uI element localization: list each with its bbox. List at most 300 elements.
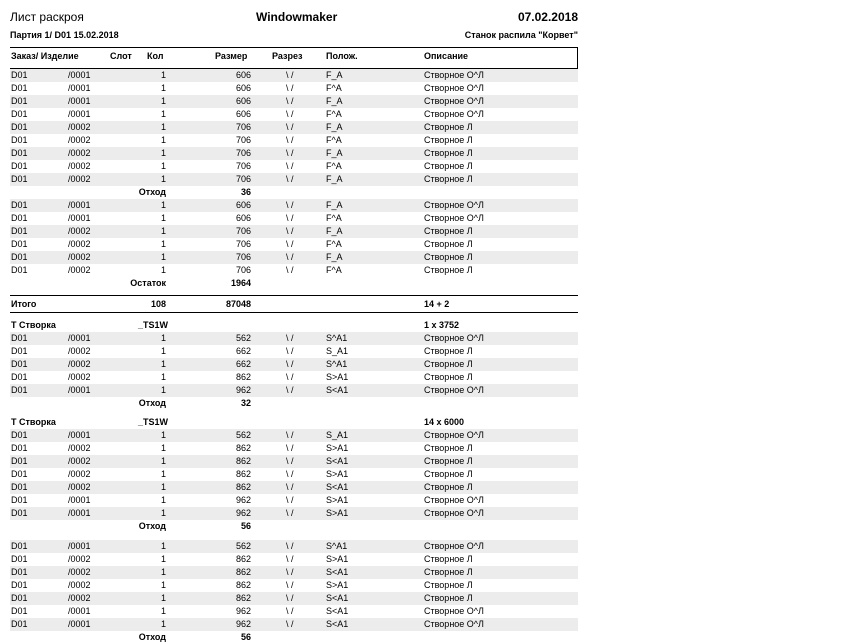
group-header xyxy=(10,414,578,429)
row-description: Створное Л xyxy=(424,226,473,236)
row-qty: 1 xyxy=(160,174,166,184)
row-product: /0002 xyxy=(68,443,91,453)
row-product: /0002 xyxy=(68,359,91,369)
row-description: Створное Л xyxy=(424,482,473,492)
table-row xyxy=(10,605,578,618)
row-cut: \ / xyxy=(286,161,294,171)
row-order: D01 xyxy=(11,385,28,395)
row-order: D01 xyxy=(11,359,28,369)
row-product: /0001 xyxy=(68,109,91,119)
row-cut: \ / xyxy=(286,430,294,440)
row-cut: \ / xyxy=(286,96,294,106)
row-size: 862 xyxy=(235,567,251,577)
row-qty: 1 xyxy=(160,122,166,132)
col-cut: Разрез xyxy=(272,51,303,61)
row-position: F^A xyxy=(326,83,342,93)
row-product: /0002 xyxy=(68,135,91,145)
row-cut: \ / xyxy=(286,606,294,616)
row-product: /0001 xyxy=(68,83,91,93)
row-position: F_A xyxy=(326,70,343,80)
row-description: Створное О^Л xyxy=(424,619,484,629)
row-size: 562 xyxy=(235,333,251,343)
row-qty: 1 xyxy=(160,200,166,210)
row-position: S>A1 xyxy=(326,443,349,453)
row-order: D01 xyxy=(11,495,28,505)
row-cut: \ / xyxy=(286,226,294,236)
row-description: Створное О^Л xyxy=(424,541,484,551)
row-cut: \ / xyxy=(286,482,294,492)
row-order: D01 xyxy=(11,372,28,382)
row-description: Створное О^Л xyxy=(424,495,484,505)
table-row xyxy=(10,121,578,134)
waste-row xyxy=(10,520,578,533)
table-row xyxy=(10,199,578,212)
waste-value: 56 xyxy=(240,632,251,642)
row-qty: 1 xyxy=(160,333,166,343)
row-order: D01 xyxy=(11,606,28,616)
row-position: S<A1 xyxy=(326,619,349,629)
row-description: Створное Л xyxy=(424,469,473,479)
row-qty: 1 xyxy=(160,554,166,564)
row-cut: \ / xyxy=(286,83,294,93)
row-qty: 1 xyxy=(160,213,166,223)
rest-value: 1964 xyxy=(230,278,251,288)
row-description: Створное О^Л xyxy=(424,606,484,616)
table-row xyxy=(10,442,578,455)
row-product: /0002 xyxy=(68,482,91,492)
row-qty: 1 xyxy=(160,346,166,356)
bar-rows xyxy=(10,69,578,186)
table-row xyxy=(10,494,578,507)
row-qty: 1 xyxy=(160,593,166,603)
row-size: 962 xyxy=(235,619,251,629)
row-size: 606 xyxy=(235,200,251,210)
group-profile: _TS1W xyxy=(138,320,169,330)
row-order: D01 xyxy=(11,430,28,440)
waste-row xyxy=(10,397,578,410)
row-qty: 1 xyxy=(160,580,166,590)
row-description: Створное О^Л xyxy=(424,385,484,395)
row-size: 962 xyxy=(235,385,251,395)
table-row xyxy=(10,69,578,82)
row-product: /0002 xyxy=(68,265,91,275)
waste-row xyxy=(10,186,578,199)
row-order: D01 xyxy=(11,83,28,93)
row-description: Створное О^Л xyxy=(424,200,484,210)
row-cut: \ / xyxy=(286,109,294,119)
row-cut: \ / xyxy=(286,541,294,551)
table-row xyxy=(10,553,578,566)
table-row xyxy=(10,566,578,579)
waste-label: Отход xyxy=(138,632,166,642)
row-order: D01 xyxy=(11,252,28,262)
table-row xyxy=(10,540,578,553)
bar-rows xyxy=(10,540,578,631)
group-name: Т Створка xyxy=(11,417,56,427)
row-description: Створное Л xyxy=(424,554,473,564)
row-order: D01 xyxy=(11,508,28,518)
waste-value: 36 xyxy=(240,187,251,197)
row-product: /0002 xyxy=(68,456,91,466)
row-size: 562 xyxy=(235,430,251,440)
row-order: D01 xyxy=(11,109,28,119)
report-subheader xyxy=(10,26,578,42)
row-order: D01 xyxy=(11,265,28,275)
row-position: S^A1 xyxy=(326,333,348,343)
row-position: S_A1 xyxy=(326,430,349,440)
row-cut: \ / xyxy=(286,372,294,382)
group-spec: 1 x 3752 xyxy=(424,320,460,330)
table-row xyxy=(10,429,578,442)
row-size: 862 xyxy=(235,580,251,590)
row-size: 706 xyxy=(235,161,251,171)
row-qty: 1 xyxy=(160,385,166,395)
row-qty: 1 xyxy=(160,226,166,236)
group-name: Т Створка xyxy=(11,320,56,330)
col-slot: Слот xyxy=(110,51,132,61)
row-product: /0002 xyxy=(68,252,91,262)
table-row xyxy=(10,592,578,605)
row-qty: 1 xyxy=(160,109,166,119)
row-size: 862 xyxy=(235,593,251,603)
row-order: D01 xyxy=(11,239,28,249)
row-qty: 1 xyxy=(160,148,166,158)
row-size: 706 xyxy=(235,265,251,275)
waste-row xyxy=(10,631,578,644)
machine-info: Станок распила "Корвет" xyxy=(464,30,578,40)
table-row xyxy=(10,238,578,251)
total-size: 87048 xyxy=(225,299,251,309)
row-qty: 1 xyxy=(160,567,166,577)
waste-label: Отход xyxy=(138,398,166,408)
row-description: Створное Л xyxy=(424,161,473,171)
row-order: D01 xyxy=(11,122,28,132)
row-position: S<A1 xyxy=(326,606,349,616)
row-size: 706 xyxy=(235,226,251,236)
row-product: /0001 xyxy=(68,541,91,551)
row-product: /0002 xyxy=(68,226,91,236)
row-cut: \ / xyxy=(286,252,294,262)
row-cut: \ / xyxy=(286,567,294,577)
waste-value: 56 xyxy=(240,521,251,531)
row-product: /0002 xyxy=(68,346,91,356)
row-product: /0002 xyxy=(68,593,91,603)
row-qty: 1 xyxy=(160,430,166,440)
table-row xyxy=(10,82,578,95)
row-description: Створное О^Л xyxy=(424,83,484,93)
row-product: /0002 xyxy=(68,554,91,564)
bar-rows xyxy=(10,332,578,397)
row-cut: \ / xyxy=(286,174,294,184)
row-cut: \ / xyxy=(286,580,294,590)
total-qty: 108 xyxy=(150,299,166,309)
row-order: D01 xyxy=(11,200,28,210)
row-qty: 1 xyxy=(160,456,166,466)
row-size: 606 xyxy=(235,109,251,119)
row-size: 962 xyxy=(235,508,251,518)
row-position: S^A1 xyxy=(326,541,348,551)
row-description: Створное О^Л xyxy=(424,109,484,119)
row-description: Створное Л xyxy=(424,265,473,275)
row-cut: \ / xyxy=(286,554,294,564)
table-row xyxy=(10,147,578,160)
row-order: D01 xyxy=(11,333,28,343)
bar-rows xyxy=(10,429,578,520)
row-position: F^A xyxy=(326,213,342,223)
table-row xyxy=(10,160,578,173)
row-product: /0002 xyxy=(68,372,91,382)
row-qty: 1 xyxy=(160,135,166,145)
table-row xyxy=(10,371,578,384)
col-desc: Описание xyxy=(424,51,469,61)
row-description: Створное Л xyxy=(424,148,473,158)
row-size: 562 xyxy=(235,541,251,551)
row-order: D01 xyxy=(11,226,28,236)
table-row xyxy=(10,332,578,345)
row-size: 862 xyxy=(235,456,251,466)
row-product: /0001 xyxy=(68,213,91,223)
row-qty: 1 xyxy=(160,508,166,518)
waste-value: 32 xyxy=(240,398,251,408)
row-product: /0002 xyxy=(68,239,91,249)
total-row xyxy=(10,295,578,313)
row-order: D01 xyxy=(11,135,28,145)
row-qty: 1 xyxy=(160,96,166,106)
row-position: F^A xyxy=(326,265,342,275)
row-size: 706 xyxy=(235,122,251,132)
row-size: 862 xyxy=(235,443,251,453)
row-description: Створное О^Л xyxy=(424,430,484,440)
table-row xyxy=(10,108,578,121)
row-qty: 1 xyxy=(160,70,166,80)
row-size: 662 xyxy=(235,359,251,369)
row-cut: \ / xyxy=(286,469,294,479)
row-description: Створное Л xyxy=(424,372,473,382)
row-cut: \ / xyxy=(286,265,294,275)
waste-label: Отход xyxy=(138,187,166,197)
waste-label: Отход xyxy=(138,521,166,531)
row-product: /0002 xyxy=(68,174,91,184)
row-cut: \ / xyxy=(286,443,294,453)
row-cut: \ / xyxy=(286,239,294,249)
row-order: D01 xyxy=(11,70,28,80)
row-size: 706 xyxy=(235,239,251,249)
row-cut: \ / xyxy=(286,200,294,210)
row-order: D01 xyxy=(11,619,28,629)
group-spec: 14 x 6000 xyxy=(424,417,465,427)
row-product: /0001 xyxy=(68,606,91,616)
table-row xyxy=(10,358,578,371)
row-qty: 1 xyxy=(160,265,166,275)
row-qty: 1 xyxy=(160,161,166,171)
table-row xyxy=(10,384,578,397)
row-order: D01 xyxy=(11,96,28,106)
table-row xyxy=(10,95,578,108)
row-product: /0001 xyxy=(68,96,91,106)
row-description: Створное Л xyxy=(424,567,473,577)
row-size: 862 xyxy=(235,554,251,564)
row-description: Створное О^Л xyxy=(424,508,484,518)
col-pos: Полож. xyxy=(326,51,358,61)
row-qty: 1 xyxy=(160,252,166,262)
row-size: 606 xyxy=(235,70,251,80)
row-cut: \ / xyxy=(286,359,294,369)
row-position: F_A xyxy=(326,122,343,132)
row-cut: \ / xyxy=(286,122,294,132)
row-position: S<A1 xyxy=(326,482,349,492)
row-cut: \ / xyxy=(286,385,294,395)
row-position: S>A1 xyxy=(326,554,349,564)
row-description: Створное О^Л xyxy=(424,70,484,80)
row-product: /0002 xyxy=(68,161,91,171)
row-order: D01 xyxy=(11,593,28,603)
row-position: S<A1 xyxy=(326,593,349,603)
table-row xyxy=(10,579,578,592)
row-cut: \ / xyxy=(286,148,294,158)
row-position: S>A1 xyxy=(326,508,349,518)
row-qty: 1 xyxy=(160,606,166,616)
row-order: D01 xyxy=(11,148,28,158)
report-title: Лист раскроя xyxy=(10,10,84,24)
table-row xyxy=(10,173,578,186)
row-description: Створное Л xyxy=(424,135,473,145)
row-qty: 1 xyxy=(160,83,166,93)
row-cut: \ / xyxy=(286,333,294,343)
row-product: /0001 xyxy=(68,385,91,395)
row-product: /0001 xyxy=(68,619,91,629)
row-order: D01 xyxy=(11,580,28,590)
row-position: S<A1 xyxy=(326,567,349,577)
rest-label: Остаток xyxy=(130,278,166,288)
row-position: S_A1 xyxy=(326,346,349,356)
row-size: 962 xyxy=(235,495,251,505)
col-size: Размер xyxy=(215,51,248,61)
row-product: /0001 xyxy=(68,333,91,343)
row-product: /0001 xyxy=(68,508,91,518)
row-position: F_A xyxy=(326,200,343,210)
report-date: 07.02.2018 xyxy=(517,10,578,24)
row-position: S>A1 xyxy=(326,495,349,505)
table-row xyxy=(10,468,578,481)
report-header xyxy=(10,0,578,26)
table-row xyxy=(10,264,578,277)
col-order: Заказ/ Изделие xyxy=(11,51,79,61)
row-size: 706 xyxy=(235,174,251,184)
app-name: Windowmaker xyxy=(256,10,338,24)
row-size: 706 xyxy=(235,148,251,158)
row-cut: \ / xyxy=(286,135,294,145)
row-size: 606 xyxy=(235,83,251,93)
row-position: S<A1 xyxy=(326,385,349,395)
row-qty: 1 xyxy=(160,495,166,505)
table-row xyxy=(10,251,578,264)
row-description: Створное О^Л xyxy=(424,333,484,343)
row-order: D01 xyxy=(11,482,28,492)
col-qty: Кол xyxy=(147,51,164,61)
row-position: F_A xyxy=(326,96,343,106)
row-description: Створное Л xyxy=(424,443,473,453)
row-qty: 1 xyxy=(160,541,166,551)
row-position: F_A xyxy=(326,148,343,158)
row-product: /0002 xyxy=(68,469,91,479)
table-row xyxy=(10,618,578,631)
row-cut: \ / xyxy=(286,346,294,356)
row-order: D01 xyxy=(11,443,28,453)
row-order: D01 xyxy=(11,469,28,479)
bar-rows xyxy=(10,199,578,277)
group-header xyxy=(10,317,578,332)
row-position: F^A xyxy=(326,109,342,119)
row-order: D01 xyxy=(11,554,28,564)
row-position: F_A xyxy=(326,174,343,184)
row-position: F_A xyxy=(326,252,343,262)
table-row xyxy=(10,225,578,238)
total-label: Итого xyxy=(11,299,37,309)
row-description: Створное О^Л xyxy=(424,96,484,106)
row-size: 862 xyxy=(235,469,251,479)
row-size: 662 xyxy=(235,346,251,356)
row-cut: \ / xyxy=(286,593,294,603)
row-position: S>A1 xyxy=(326,372,349,382)
column-header xyxy=(10,47,578,69)
row-product: /0001 xyxy=(68,430,91,440)
row-order: D01 xyxy=(11,346,28,356)
row-order: D01 xyxy=(11,174,28,184)
row-size: 862 xyxy=(235,482,251,492)
row-size: 606 xyxy=(235,213,251,223)
row-qty: 1 xyxy=(160,359,166,369)
row-description: Створное Л xyxy=(424,122,473,132)
row-order: D01 xyxy=(11,567,28,577)
row-description: Створное Л xyxy=(424,252,473,262)
row-description: Створное О^Л xyxy=(424,213,484,223)
row-size: 706 xyxy=(235,135,251,145)
row-description: Створное Л xyxy=(424,456,473,466)
row-cut: \ / xyxy=(286,508,294,518)
cutting-sheet xyxy=(10,0,578,644)
row-order: D01 xyxy=(11,541,28,551)
row-product: /0001 xyxy=(68,495,91,505)
row-size: 862 xyxy=(235,372,251,382)
row-cut: \ / xyxy=(286,456,294,466)
row-cut: \ / xyxy=(286,619,294,629)
row-description: Створное Л xyxy=(424,346,473,356)
total-bars: 14 + 2 xyxy=(424,299,450,309)
table-row xyxy=(10,455,578,468)
table-row xyxy=(10,212,578,225)
row-product: /0001 xyxy=(68,70,91,80)
row-product: /0002 xyxy=(68,580,91,590)
batch-info: Партия 1/ D01 15.02.2018 xyxy=(10,30,119,40)
row-qty: 1 xyxy=(160,372,166,382)
row-product: /0002 xyxy=(68,148,91,158)
row-position: S^A1 xyxy=(326,359,348,369)
row-position: F^A xyxy=(326,161,342,171)
row-description: Створное Л xyxy=(424,593,473,603)
table-row xyxy=(10,134,578,147)
table-row xyxy=(10,345,578,358)
row-position: S>A1 xyxy=(326,469,349,479)
row-position: F^A xyxy=(326,239,342,249)
row-position: S>A1 xyxy=(326,580,349,590)
row-cut: \ / xyxy=(286,213,294,223)
row-product: /0002 xyxy=(68,567,91,577)
row-cut: \ / xyxy=(286,70,294,80)
row-position: S<A1 xyxy=(326,456,349,466)
row-order: D01 xyxy=(11,213,28,223)
row-description: Створное Л xyxy=(424,580,473,590)
row-qty: 1 xyxy=(160,239,166,249)
